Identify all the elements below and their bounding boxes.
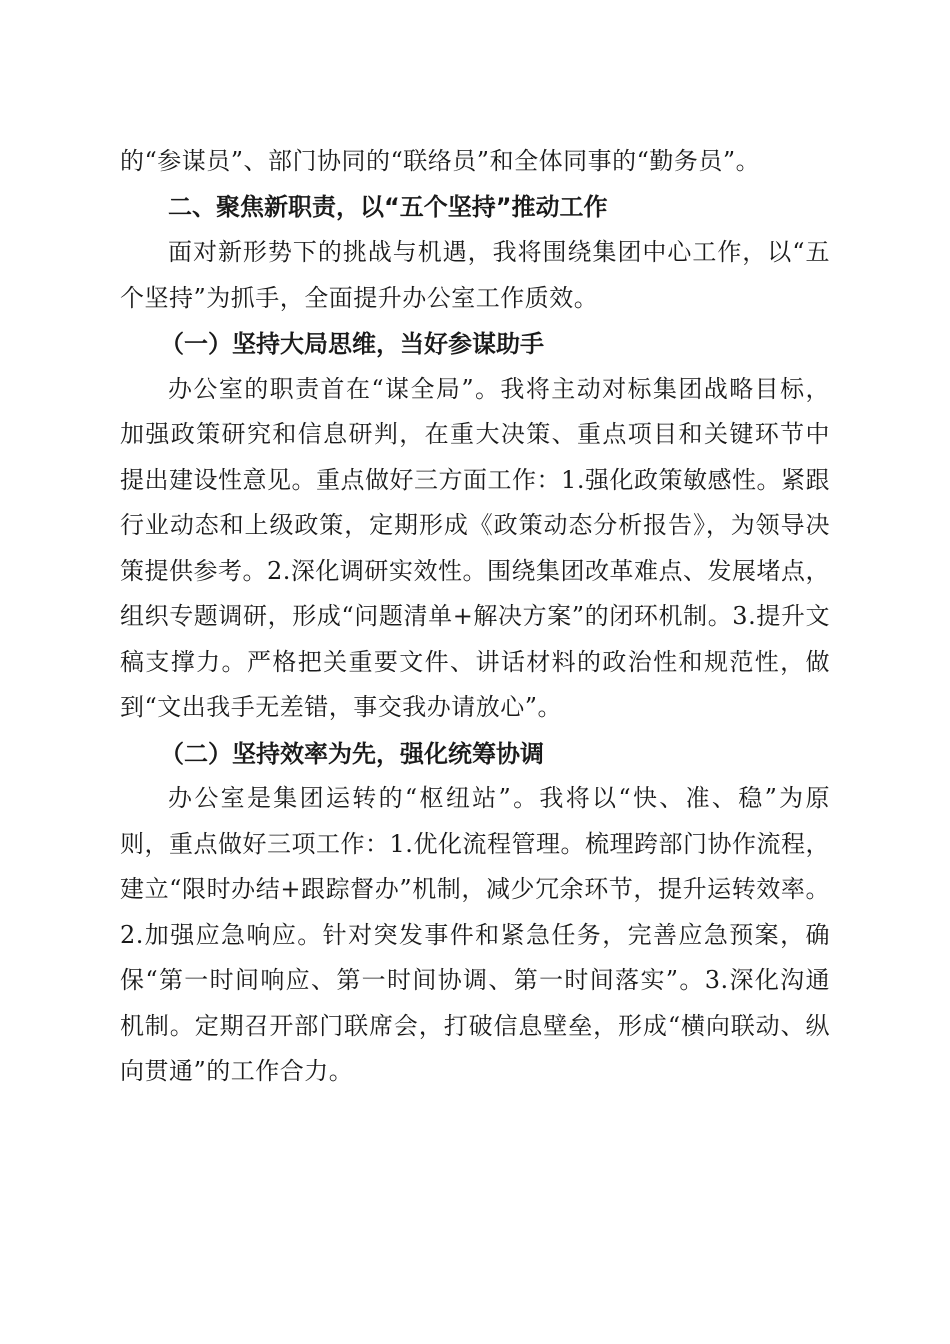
subsection-heading: （一）坚持大局思维，当好参谋助手: [160, 329, 544, 358]
document-body: [120, 139, 830, 1095]
paragraph: 办公室是集团运转的“枢纽站”。我将以“快、准、稳”为原则，重点做好三项工作：1.优化流程管理。梳理跨部门协作流程，建立“限时办结+跟踪督办”机制，减少冗余环节，提升运转效率。2.加强应急响应。针对突发事件和紧急任务，完善应急预案，确保“第一时间响应、第一时间协调、第一时间落实”。3.深化沟通机制。定期召开部门联席会，打破信息壁垒，形成“横向联动、纵向贯通”的工作合力。: [120, 784, 830, 1085]
section-heading: 二、聚焦新职责，以“五个坚持”推动工作: [168, 192, 608, 221]
paragraph: 办公室的职责首在“谋全局”。我将主动对标集团战略目标，加强政策研究和信息研判，在重大决策、重点项目和关键环节中提出建设性意见。重点做好三方面工作：1.强化政策敏感性。紧跟行业动态和上级政策，定期形成《政策动态分析报告》，为领导决策提供参考。2.深化调研实效性。围绕集团改革难点、发展堵点，组织专题调研，形成“问题清单+解决方案”的闭环机制。3.提升文稿支撑力。严格把关重要文件、讲话材料的政治性和规范性，做到“文出我手无差错，事交我办请放心”。: [120, 374, 830, 721]
paragraph: 面对新形势下的挑战与机遇，我将围绕集团中心工作，以“五个坚持”为抓手，全面提升办公室工作质效。: [120, 238, 830, 312]
subsection-heading: （二）坚持效率为先，强化统筹协调: [160, 738, 544, 768]
paragraph-continued: 的“参谋员”、部门协同的“联络员”和全体同事的“勤务员”。: [120, 147, 761, 175]
